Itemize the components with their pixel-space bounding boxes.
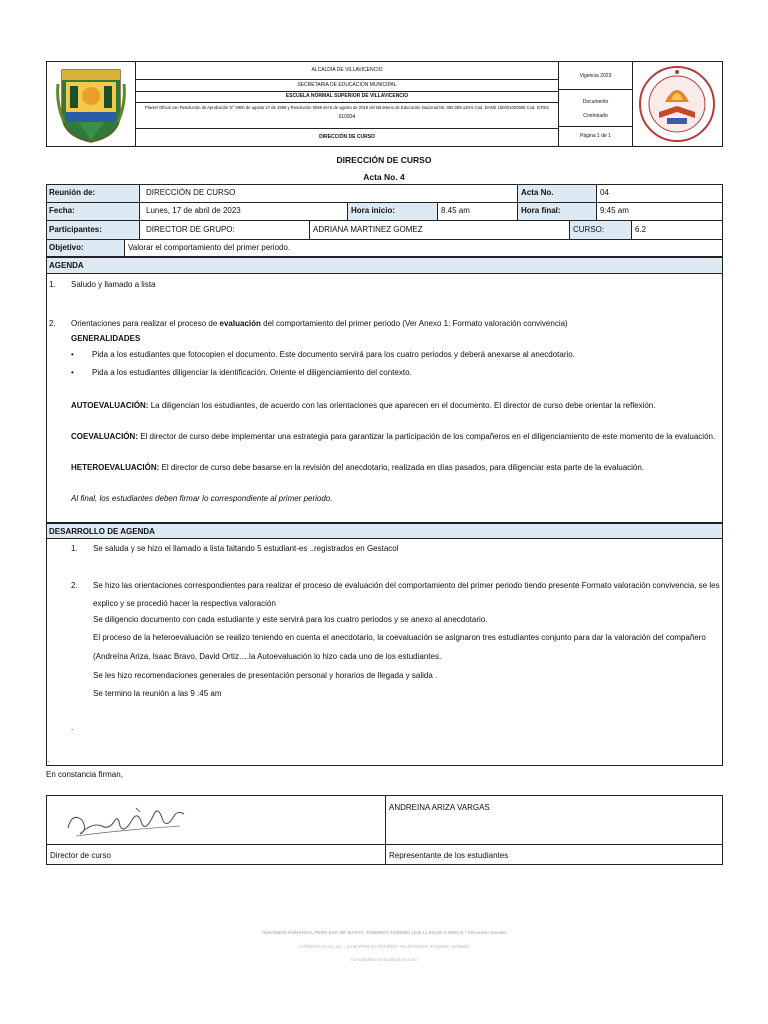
header-controlado: Controlado	[583, 113, 608, 119]
acta-value: 04	[600, 188, 609, 197]
hora-final-value: 9:45 am	[600, 206, 629, 215]
header-document-name: DIRECCIÓN DE CURSO	[319, 134, 375, 140]
footer-email: normalvillavicencio@yahoo.com	[351, 957, 417, 962]
header-resolucion: Plantel Oficial con Resolución de Aprobación N° 0900 de agosto 27 de 1999 y Resolución 6069 del 6 de agosto de 2019 del Ministerio de Educación Nacional Nit. 892.099.128-5 Cod. DANE 150001000908 Cod. ICFES	[145, 105, 549, 110]
header-icfes-code: 010934	[338, 114, 356, 120]
participantes-label: Participantes:	[49, 225, 102, 234]
header-escuela: ESCUELA NORMAL SUPERIOR DE VILLAVICENCIO	[285, 93, 409, 99]
reunion-value: DIRECCIÓN DE CURSO	[146, 188, 236, 197]
agenda-item-number: 2.	[49, 319, 56, 328]
curso-label: CURSO:	[573, 225, 605, 234]
hora-inicio-value: 8.45 am	[441, 206, 470, 215]
bullet-dot: •	[71, 368, 74, 377]
stray-dot: .	[47, 755, 50, 764]
coevaluacion-paragraph: COEVALUACIÓN: El director de curso debe implementar una estrategia para garantizar la participación de los compañeros en el diligenciamiento de este momento de la evaluación.	[71, 432, 716, 441]
agenda-item-saludo: Saludo y llamado a lista	[71, 280, 156, 289]
agenda-item-number: 1.	[49, 280, 56, 289]
reunion-label: Reunión de:	[49, 188, 96, 197]
bullet-fotocopien: Pida a los estudiantes que fotocopien el documento. Este documento servirá para los cuatro periodos y deberá anexarse al anecdotario.	[92, 350, 575, 359]
footer-quote: "NACEMOS HUMANOS, PERO ESO NO BASTA, TENEMOS TAMBIÉN QUE LLEGAR A SERLO." Fernando Savater	[261, 930, 507, 935]
stray-dot: .	[71, 723, 74, 732]
page-title: DIRECCIÓN DE CURSO	[336, 155, 432, 165]
objetivo-value: Valorar el comportamiento del primer periodo.	[128, 243, 291, 252]
desarrollo-item-number: 1.	[71, 544, 78, 553]
final-note: Al final, los estudiantes deben firmar lo correspondiente al primer periodo.	[71, 494, 333, 503]
agenda-heading: AGENDA	[49, 261, 84, 270]
agenda-item-orientaciones: Orientaciones para realizar el proceso de evaluación del comportamiento del primer periodo (Ver Anexo 1: Formato valoración convivencia)	[71, 319, 568, 328]
desarrollo-line: Se les hizo recomendaciones generales de presentación personal y horarios de llegada y salida .	[93, 671, 438, 680]
director-name: ADRIANA MARTINEZ GOMEZ	[313, 225, 423, 234]
header-vigencia: Vigencia 2023	[579, 73, 612, 79]
escuela-normal-seal-logo	[637, 64, 717, 144]
header-alcaldia: ALCALDIA DE VILLAVICENCIO	[311, 67, 383, 73]
generalidades-heading: GENERALIDADES	[71, 334, 141, 343]
agenda-section	[46, 257, 723, 523]
desarrollo-line: Se hizo las orientaciones correspondientes para realizar el proceso de evaluación del comportamiento del primer periodo tiendo presente Formato valoración convivencia, se les	[93, 581, 720, 590]
hora-inicio-label: Hora inicio:	[351, 206, 396, 215]
desarrollo-section	[46, 523, 723, 766]
desarrollo-item-number: 2.	[71, 581, 78, 590]
director-label: Director de curso	[50, 851, 111, 860]
bullet-identificacion: Pida a los estudiantes diligenciar la identificación. Oriente el diligenciamiento del contexto.	[92, 368, 412, 377]
desarrollo-line: El proceso de la heteroevaluación se realizo teniendo en cuenta el anecdotario, la coevaluación se asignaron tres estudiantes conjunto para dar la valoración del compañero	[93, 633, 706, 642]
header-secretaria: SECRETARIA DE EDUCACION MUNICIPAL	[297, 82, 397, 88]
representante-label: Representante de los estudiantes	[389, 851, 509, 860]
desarrollo-line: explico y se procedió hacer la respectiva valoración	[93, 599, 276, 608]
heteroevaluacion-paragraph: HETEROEVALUACIÓN: El director de curso debe basarse en la revisión del anecdotario, realizada en días pasados, para diligenciar esta parte de la evaluación.	[71, 463, 645, 472]
desarrollo-line: Se diligencio documento con cada estudiante y este servirá para los cuatro periodos y se anexo al anecdotario.	[93, 615, 488, 624]
curso-value: 6.2	[635, 225, 647, 234]
header-pagina: Página 1 de 1	[580, 133, 611, 139]
header-divider	[632, 61, 633, 147]
representante-name: ANDREINA ARIZA VARGAS	[389, 803, 490, 812]
footer-address: CARRERA 33 No. 21 – 10 BARRIO LA FLORIDA TELEFONOS: 6715566 - 6708601	[298, 944, 470, 949]
desarrollo-line: Se termino la reunión a las 9 :45 am	[93, 689, 222, 698]
hora-final-label: Hora final:	[521, 206, 561, 215]
bullet-dot: •	[71, 350, 74, 359]
villavicencio-coat-of-arms-logo	[56, 64, 126, 144]
objetivo-label: Objetivo:	[49, 243, 84, 252]
acta-label: Acta No.	[521, 188, 554, 197]
autoevaluacion-paragraph: AUTOEVALUACIÓN: La diligencian los estudiantes, de acuerdo con las orientaciones que aparecen en el documento. El director de curso debe orientar la reflexión.	[71, 401, 656, 410]
desarrollo-heading: DESARROLLO DE AGENDA	[49, 527, 155, 536]
director-signature	[62, 800, 192, 842]
desarrollo-item-saludo: Se saluda y se hizo el llamado a lista faltando 5 estudiant-es ..registrados en Gestacol	[93, 544, 399, 553]
acta-number-title: Acta No. 4	[363, 172, 405, 182]
fecha-value: Lunes, 17 de abril de 2023	[146, 206, 241, 215]
constancia-text: En constancia firman,	[46, 770, 123, 779]
header-documento: Documento	[582, 99, 609, 105]
fecha-label: Fecha:	[49, 206, 75, 215]
participantes-value: DIRECTOR DE GRUPO:	[146, 225, 235, 234]
desarrollo-line: (Andreína Ariza, Isaac Bravo, David Ortiz….la Autoevaluación lo hizo cada uno de los estudiantes.	[93, 652, 442, 661]
